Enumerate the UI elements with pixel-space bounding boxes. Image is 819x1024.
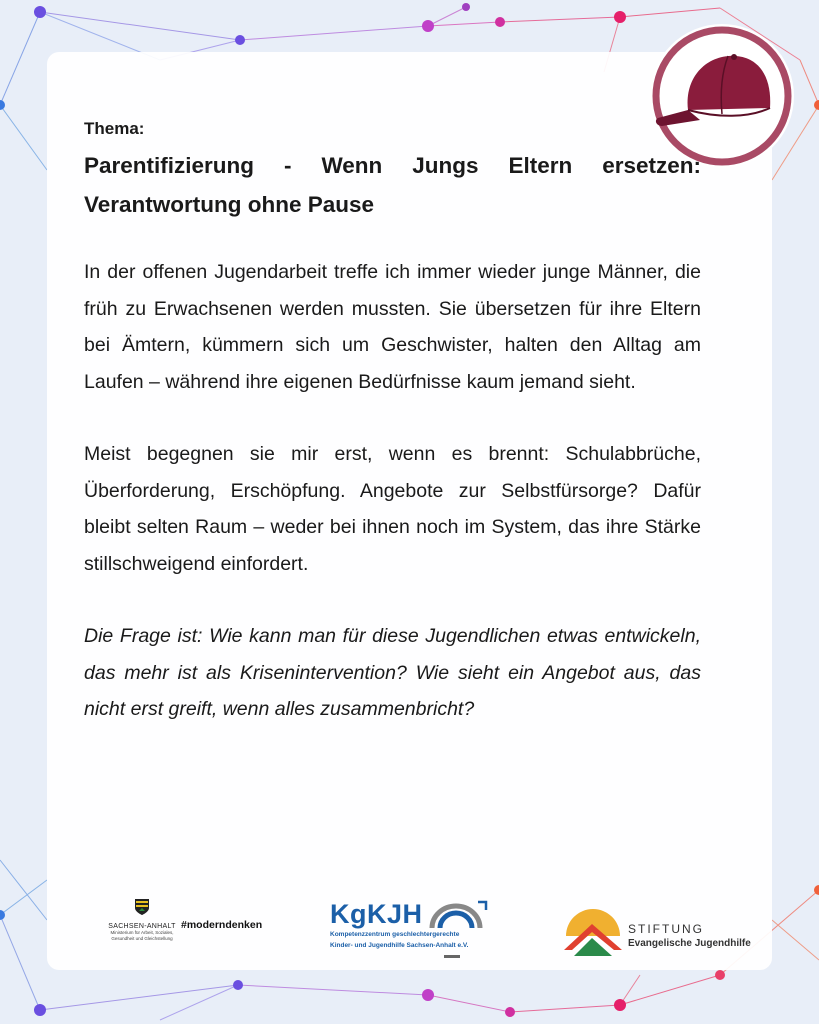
kgkjh-name: KgKJH — [330, 899, 423, 929]
coat-of-arms-icon — [134, 898, 150, 916]
question-paragraph: Die Frage ist: Wie kann man für diese Jugendlichen etwas entwickeln, das mehr ist als Krisenintervention? Wie sieht ein Angebot aus, das nicht erst greift, wenn alles zusammenbricht? — [84, 625, 701, 720]
kgkjh-logo — [330, 900, 500, 958]
post-content — [84, 118, 701, 764]
stiftung-name: STIFTUNG — [628, 922, 704, 936]
topic-label: Thema: — [84, 119, 145, 138]
stiftung-subtitle: Evangelische Jugendhilfe — [628, 938, 751, 949]
hashtag: #moderndenken — [181, 919, 263, 931]
ministry-name: Ministerium für Arbeit, Soziales, Gesundheit und Gleichstellung — [110, 930, 174, 941]
paragraph-1: In der offenen Jugendarbeit treffe ich immer wieder junge Männer, die früh zu Erwachsenen werden mussten. Sie übersetzen für ihre Eltern bei Ämtern, kümmern sich um Geschwister, halten den Alltag am Laufen – während ihre eigenen Bedürfnisse kaum jemand sieht. — [84, 261, 701, 393]
post-title: Parentifizierung - Wenn Jungs Eltern ersetzen: Verantwortung ohne Pause — [84, 153, 701, 217]
kgkjh-line-2: Kinder- und Jugendhilfe Sachsen-Anhalt e.V. — [330, 942, 469, 949]
kgkjh-underline — [444, 955, 460, 958]
sachsen-anhalt-logo — [102, 898, 182, 941]
kgkjh-line-1: Kompetenzzentrum geschlechtergerechte — [330, 931, 460, 938]
footer-logos — [47, 890, 772, 970]
stiftung-logo — [562, 906, 751, 967]
house-mountain-icon — [562, 906, 624, 962]
arc-icon — [428, 900, 488, 930]
paragraph-2: Meist begegnen sie mir erst, wenn es brennt: Schulabbrüche, Überforderung, Erschöpfung. Angebote zur Selbstfürsorge? Dafür bleibt selten Raum – weder bei ihnen noch im System, das ihre Stärke stillschweigend einfordert. — [84, 443, 701, 575]
sachsen-anhalt-name: SACHSEN-ANHALT — [108, 923, 176, 930]
